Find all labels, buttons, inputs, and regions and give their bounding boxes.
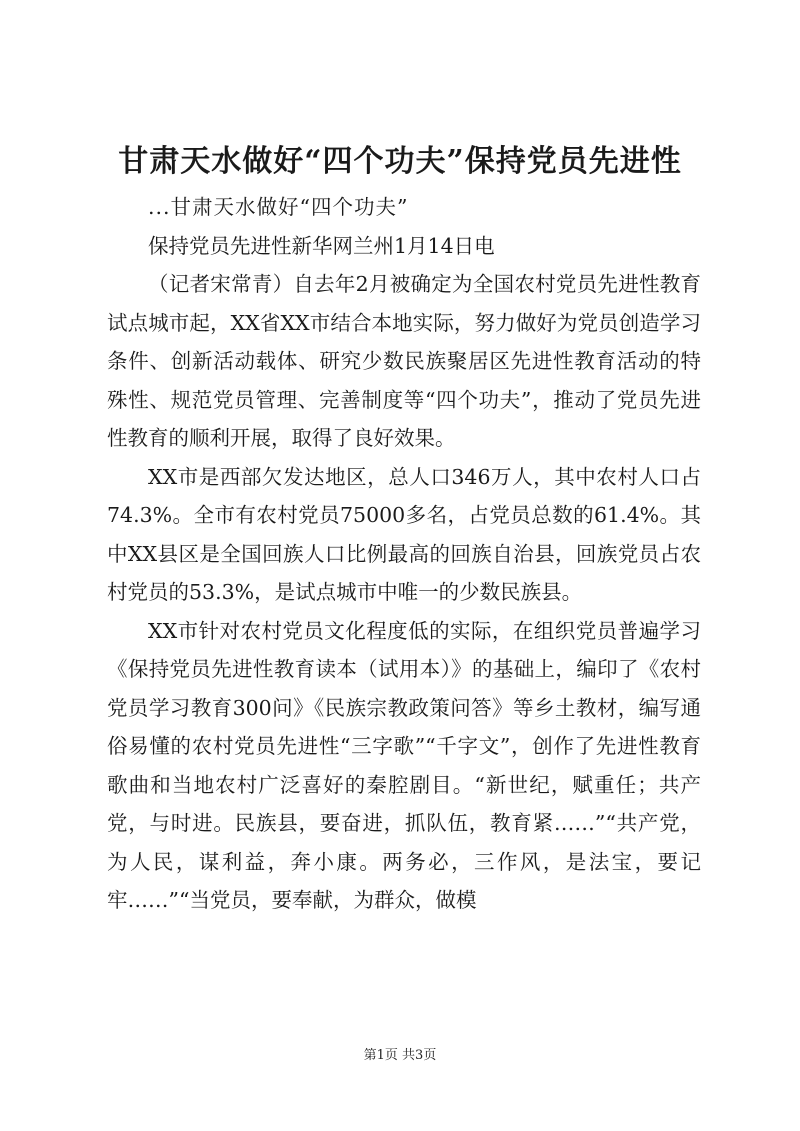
page-number-footer: 第1页 共3页 bbox=[363, 1048, 437, 1063]
body-paragraph-3: XX市针对农村党员文化程度低的实际，在组织党员普遍学习《保持党员先进性教育读本（试用本）》的基础上，编印了《农村党员学习教育300问》《民族宗教政策问答》等乡土教材，编写通俗易懂的农村党员先进性“三字歌”“千字文”，创作了先进性教育歌曲和当地农村广泛喜好的秦腔剧目。“新世纪，赋重任；共产党，与时进。民族县，要奋进，抓队伍，教育紧……”“共产党，为人民，谋利益，奔小康。两务必，三作风，是法宝，要记牢……”“当党员，要奉献，为群众，做模 bbox=[107, 618, 701, 912]
subtitle-paragraph: ...甘肃天水做好“四个功夫” bbox=[148, 195, 409, 219]
document-body bbox=[107, 188, 701, 920]
document-title: 甘肃天水做好“四个功夫”保持党员先进性 bbox=[118, 144, 682, 179]
body-paragraph-1: （记者宋常青）自去年2月被确定为全国农村党员先进性教育试点城市起，XX省XX市结合本地实际，努力做好为党员创造学习条件、创新活动载体、研究少数民族聚居区先进性教育活动的特殊性、规范党员管理、完善制度等“四个功夫”，推动了党员先进性教育的顺利开展，取得了良好效果。 bbox=[107, 272, 701, 450]
body-paragraph-2: XX市是西部欠发达地区，总人口346万人，其中农村人口占74.3%。全市有农村党员75000多名，占党员总数的61.4%。其中XX县区是全国回族人口比例最高的回族自治县，回族党员占农村党员的53.3%，是试点城市中唯一的少数民族县。 bbox=[107, 464, 701, 604]
dateline-paragraph: 保持党员先进性新华网兰州1月14日电 bbox=[148, 233, 495, 258]
